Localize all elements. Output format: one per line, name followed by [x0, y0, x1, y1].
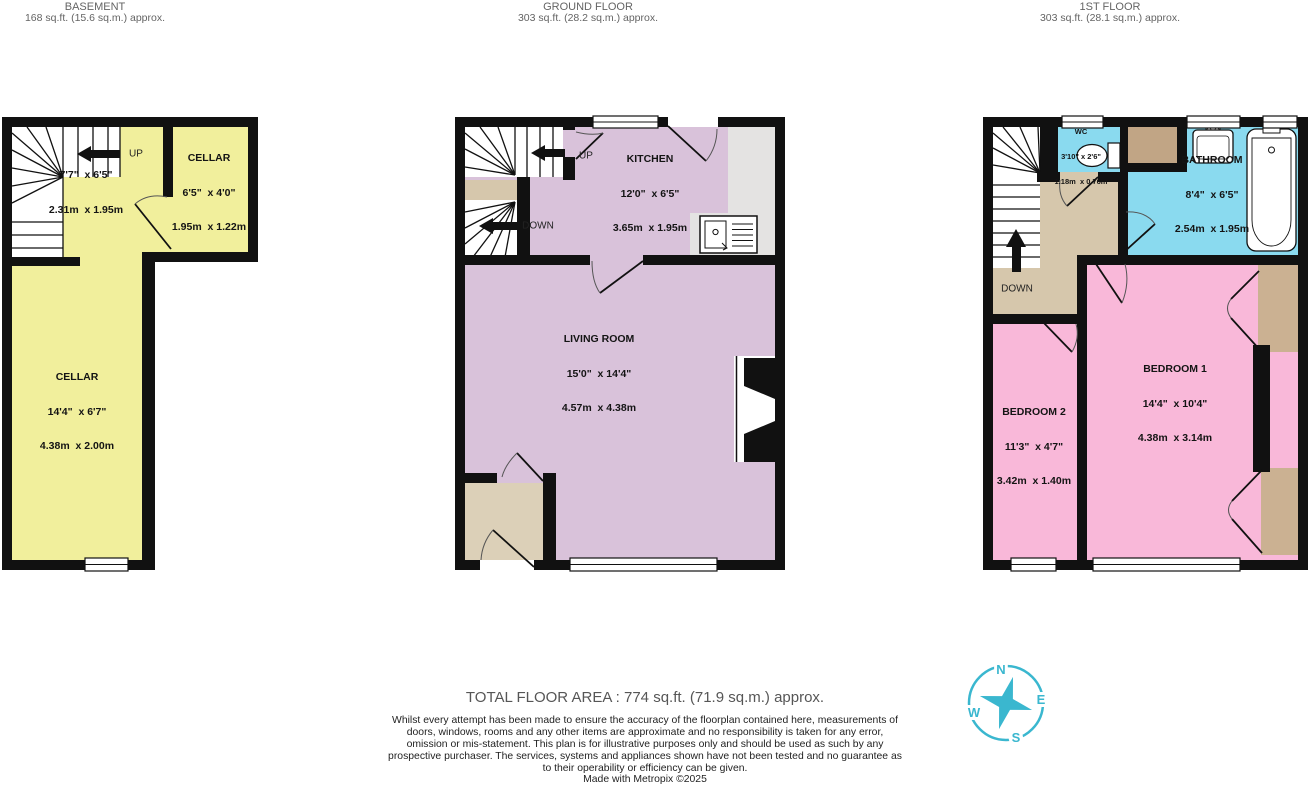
room-label-wc: WC 3'10" x 2'6" 1.18m x 0.76m — [1054, 127, 1108, 186]
stair-label-up-ground: UP — [579, 150, 593, 162]
compass-e: E — [1036, 692, 1046, 707]
stair-label-down-first: DOWN — [1001, 283, 1033, 295]
ground-stair-landing — [465, 180, 517, 200]
front-door-opening — [480, 560, 534, 570]
ground-wall — [563, 157, 575, 180]
first-wall — [1253, 345, 1270, 472]
room-label-bedroom1: BEDROOM 1 14'4" x 10'4" 4.38m x 3.14m — [1137, 362, 1213, 444]
compass-n: N — [996, 662, 1006, 677]
first-floor-area: 303 sq.ft. (28.1 sq.m.) approx. — [1039, 12, 1181, 24]
bedroom-divider-wall — [1077, 255, 1087, 560]
kitchen-sink-icon — [700, 216, 757, 253]
room-label-cellar-large: CELLAR 14'4" x 6'7" 4.38m x 2.00m — [39, 370, 115, 452]
bedroom1-alcove — [1261, 468, 1298, 555]
first-floor-title: 1ST FLOOR — [1079, 1, 1141, 13]
window — [1093, 558, 1240, 571]
entrance-lobby-floor — [465, 483, 545, 560]
basement-wall — [12, 257, 80, 266]
room-label-living-room: LIVING ROOM 15'0" x 14'4" 4.57m x 4.38m — [561, 332, 637, 414]
room-label-cellar-small: CELLAR 6'5" x 4'0" 1.95m x 1.22m — [171, 151, 247, 233]
first-wall — [1118, 172, 1128, 213]
room-label-bedroom2: BEDROOM 2 11'3" x 4'7" 3.42m x 1.40m — [996, 405, 1072, 487]
door-opening — [668, 117, 718, 127]
total-floor-area: TOTAL FLOOR AREA : 774 sq.ft. (71.9 sq.m.) approx. — [465, 689, 825, 706]
window — [1011, 558, 1056, 571]
bedroom1-alcove — [1258, 265, 1298, 352]
window — [1263, 116, 1297, 128]
stair-label-up-basement: UP — [129, 148, 143, 160]
compass-icon — [968, 662, 1046, 745]
room-label-basement-stairs: 7'7" x 6'5" 2.31m x 1.95m — [48, 169, 124, 216]
first-wall — [1120, 117, 1128, 172]
lobby-wall — [543, 473, 556, 560]
compass-w: W — [967, 705, 981, 720]
credit-text: Made with Metropix ©2025 — [583, 774, 707, 785]
basement-area: 168 sq.ft. (15.6 sq.m.) approx. — [24, 12, 166, 24]
ground-floor-area: 303 sq.ft. (28.2 sq.m.) approx. — [517, 12, 659, 24]
compass-s: S — [1011, 730, 1021, 745]
room-label-bathroom: BATHROOM 8'4" x 6'5" 2.54m x 1.95m — [1174, 153, 1250, 235]
window — [1187, 116, 1240, 128]
lobby-wall — [465, 473, 497, 483]
disclaimer-text: Whilst every attempt has been made to ensure the accuracy of the floorplan contained here, measurements of doors, windows, rooms and any other items are approximate and no responsibility is taken for any error, omission or mis-statement. This plan is for illustrative purposes only and should be used as such by any prospective purchaser. The services, systems and appliances shown have not been tested and no guarantee as to their operability or efficiency can be given. — [388, 715, 902, 775]
basement-header — [25, 2, 165, 24]
window — [593, 116, 658, 128]
ground-floor-title: GROUND FLOOR — [543, 1, 633, 13]
closet-floor — [1128, 127, 1177, 163]
ground-wall — [563, 117, 575, 130]
kitchen-living-wall — [455, 255, 590, 265]
ground-floor-header — [518, 2, 658, 24]
window — [85, 558, 128, 571]
first-wall — [993, 314, 1040, 324]
chimney-breast — [734, 356, 775, 462]
bathtub-icon — [1247, 125, 1296, 251]
first-floor-header — [1040, 2, 1180, 24]
stair-label-down-ground: DOWN — [522, 220, 554, 232]
basement-title: BASEMENT — [64, 1, 126, 13]
first-wall — [1087, 255, 1095, 265]
window — [570, 558, 717, 571]
room-label-kitchen: KITCHEN 12'0" x 6'5" 3.65m x 1.95m — [612, 152, 688, 234]
